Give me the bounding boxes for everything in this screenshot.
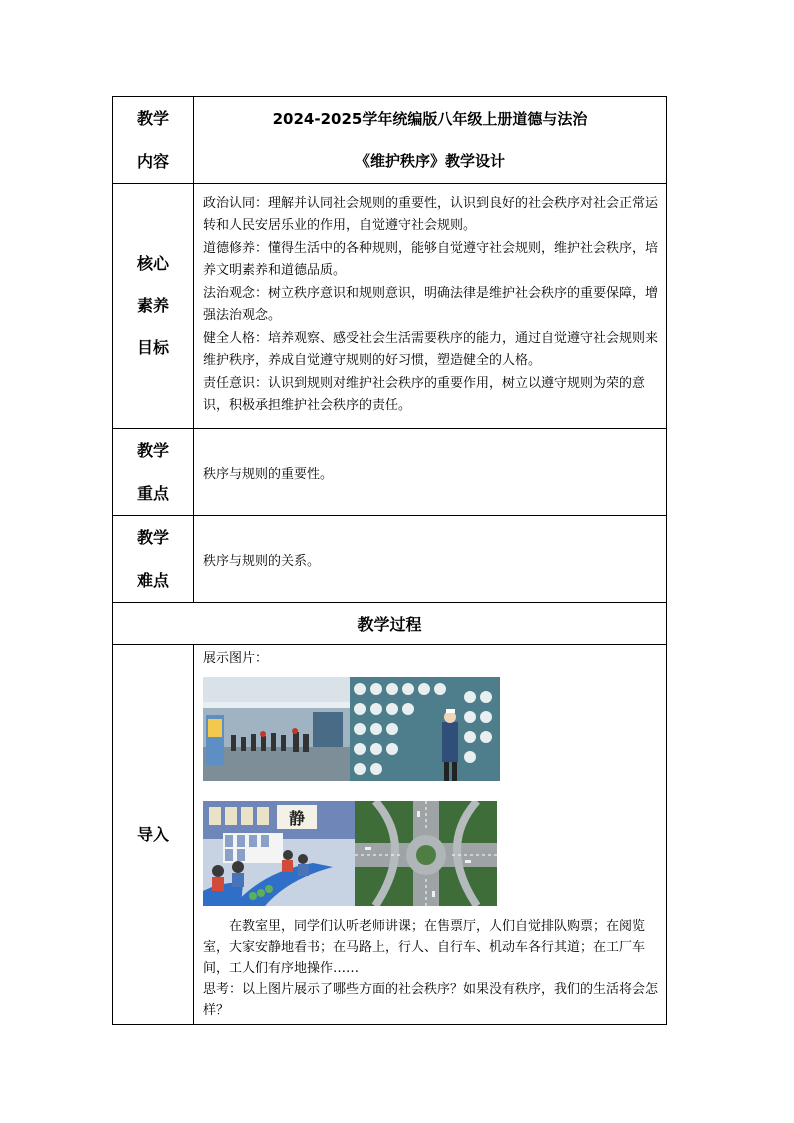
key-point-text: 秩序与规则的重要性。 [194,429,667,516]
label-line: 素养 [136,296,169,315]
intro-row [113,645,667,1025]
header-row [113,97,667,184]
ticket-hall-image [203,677,350,781]
intersection-image [355,801,497,906]
difficulty-label [113,516,194,603]
image-row-top [203,677,658,781]
intro-question: 思考：以上图片展示了哪些方面的社会秩序？如果没有秩序，我们的生活将会怎样？ [203,982,659,1018]
key-point-row [113,429,667,516]
lesson-plan-table [112,96,667,1025]
process-heading: 教学过程 [113,603,667,645]
label-line: 教学 [136,441,169,460]
intro-label: 导入 [113,645,194,1025]
label-line: 教学 [136,528,169,547]
title-line-2: 《维护秩序》教学设计 [354,152,505,170]
image-row-bottom [203,801,658,906]
reading-room-sign: 静 [288,809,306,828]
lesson-title [194,97,667,184]
label-line: 教学 [136,109,169,128]
label-line: 难点 [136,571,169,590]
goal-item: 责任意识：认识到规则对维护社会秩序的重要作用，树立以遵守规则为荣的意识，积极承担维护社会秩序的责任。 [203,375,646,413]
reading-room-image [203,801,355,906]
factory-image [350,677,500,781]
difficulty-row [113,516,667,603]
goal-item: 法治观念：树立秩序意识和规则意识，明确法律是维护社会秩序的重要保障，增强法治观念。 [203,285,659,323]
show-images-text: 展示图片： [203,651,269,666]
intro-paragraph: 在教室里，同学们认听老师讲课；在售票厅，人们自觉排队购票；在阅览室，大家安静地看书；在马路上，行人、自行车、机动车各行其道；在工厂车间，工人们有序地操作…… [203,919,646,976]
goal-item: 道德修养：懂得生活中的各种规则，能够自觉遵守社会规则，维护社会秩序，培养文明素养和道德品质。 [203,240,659,278]
label-line: 目标 [136,338,169,357]
title-line-1: 2024-2025学年统编版八年级上册道德与法治 [272,110,588,128]
goal-item: 政治认同：理解并认同社会规则的重要性，认识到良好的社会秩序对社会正常运转和人民安居乐业的作用，自觉遵守社会规则。 [203,195,659,233]
goals-content [194,184,667,429]
label-line: 重点 [136,484,169,503]
difficulty-text: 秩序与规则的关系。 [194,516,667,603]
intro-content [194,645,667,1025]
process-heading-row [113,603,667,645]
goals-label [113,184,194,429]
key-point-label [113,429,194,516]
content-label [113,97,194,184]
label-line: 内容 [136,152,169,171]
label-line: 核心 [136,254,169,273]
goals-row [113,184,667,429]
goal-item: 健全人格：培养观察、感受社会生活需要秩序的能力，通过自觉遵守社会规则来维护秩序，养成自觉遵守规则的好习惯，塑造健全的人格。 [203,330,659,368]
